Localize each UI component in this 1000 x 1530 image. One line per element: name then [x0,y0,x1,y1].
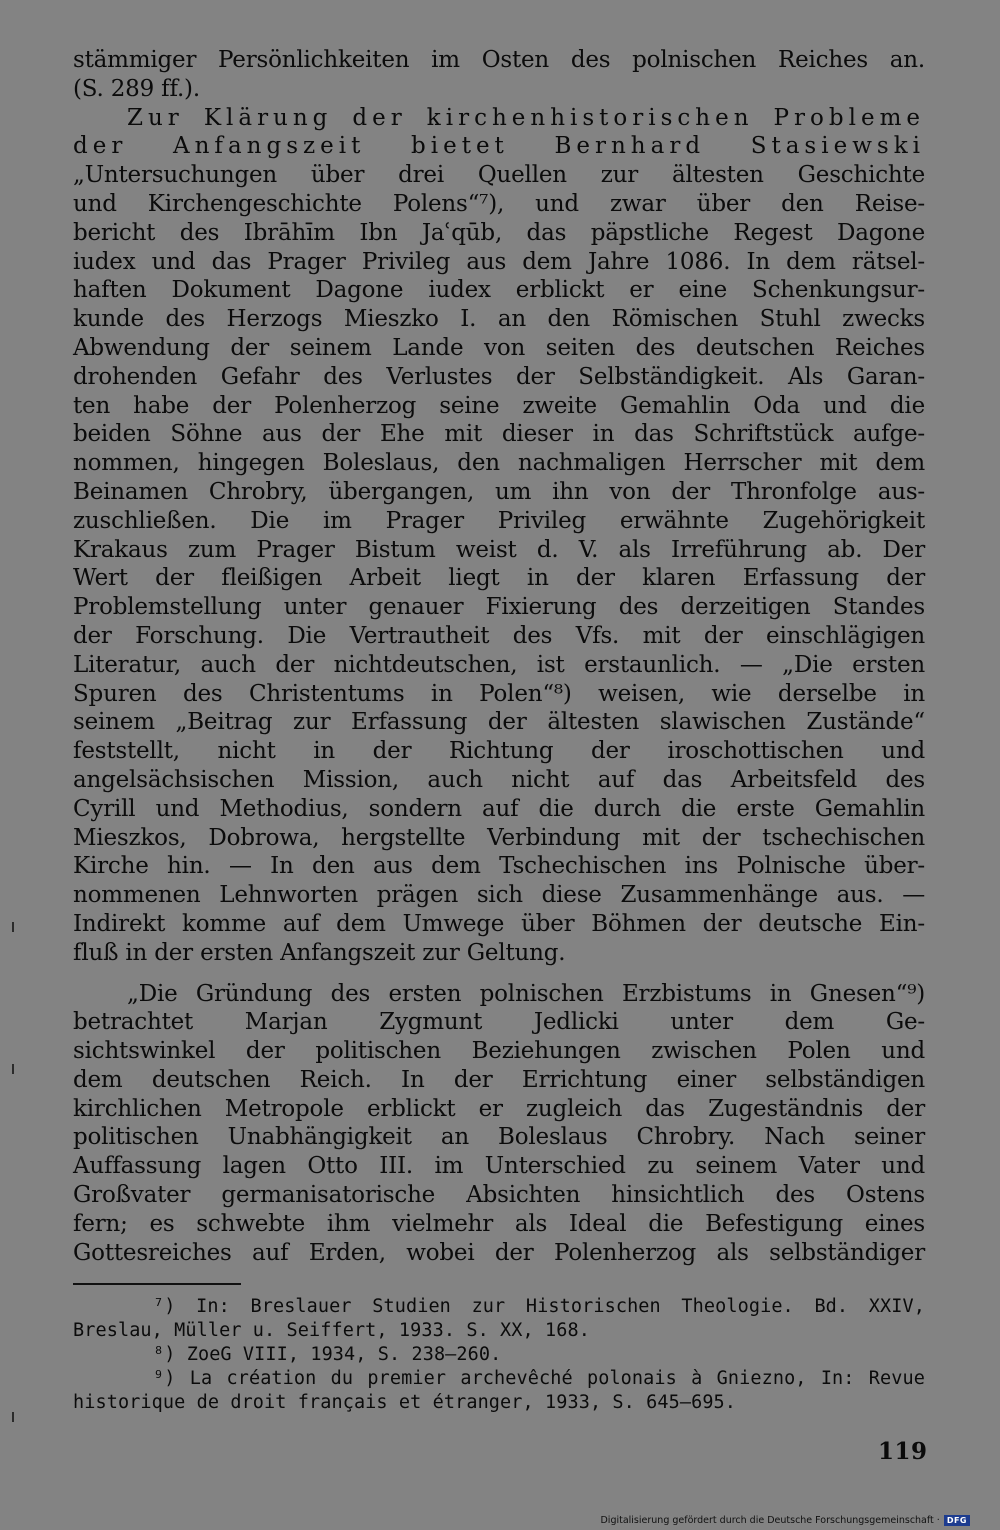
text-line: Beinamen Chrobry, übergangen, um ihn von der Thronfolge aus- [73,478,925,505]
scan-mark [12,1064,14,1074]
text-line: Krakaus zum Prager Bistum weist d. V. als Irreführung ab. Der [73,536,925,563]
dfg-logo[interactable]: DFG [944,1515,970,1526]
text-line: beiden Söhne aus der Ehe mit dieser in das Schriftstück aufge- [73,421,925,448]
text-line: betrachtet Marjan Zygmunt Jedlicki unter dem Ge- [73,1009,925,1036]
text-line: fern; es schwebte ihm vielmehr als Ideal die Befestigung eines [73,1210,925,1237]
text-line: Wert der fleißigen Arbeit liegt in der klaren Erfassung der [73,565,925,592]
text-line: Zur Klärung der kirchenhistorischen Probleme [127,104,925,131]
page-number: 119 [878,1438,928,1465]
text-line: kirchlichen Metropole erblickt er zugleich das Zugeständnis der [73,1095,925,1122]
footnotes [73,1295,925,1415]
footnote-line: Breslau, Müller u. Seiffert, 1933. S. XX, 168. [73,1320,590,1342]
text-line: nommen, hingegen Boleslaus, den nachmaligen Herrscher mit dem [73,450,925,477]
text-line: Spuren des Christentums in Polen“⁸) weisen, wie derselbe in [73,680,925,707]
footnote-line: ⁸) ZoeG VIII, 1934, S. 238—260. [153,1344,502,1366]
text-line: „Untersuchungen über drei Quellen zur ältesten Geschichte [73,162,925,189]
text-line: Indirekt komme auf dem Umwege über Böhmen der deutsche Ein- [73,910,925,937]
text-line: sichtswinkel der politischen Beziehungen zwischen Polen und [73,1038,925,1065]
text-line: dem deutschen Reich. In der Errichtung einer selbständigen [73,1066,925,1093]
footnote-line: ⁹) La création du premier archevêché polonais à Gniezno, In: Revue [153,1368,925,1390]
text-line: (S. 289 ff.). [73,75,200,102]
digitization-credit [600,1512,970,1528]
text-line: Kirche hin. — In den aus dem Tschechischen ins Polnische über- [73,853,925,880]
text-line: und Kirchengeschichte Polens“⁷), und zwar über den Reise- [73,190,925,217]
text-line: Cyrill und Methodius, sondern auf die durch die erste Gemahlin [73,795,925,822]
text-line: Auffassung lagen Otto III. im Unterschied zu seinem Vater und [73,1153,925,1180]
text-line: Mieszkos, Dobrowa, hergstellte Verbindung mit der tschechischen [73,824,925,851]
text-line: nommenen Lehnworten prägen sich diese Zusammenhänge aus. — [73,882,925,909]
text-line: zuschließen. Die im Prager Privileg erwähnte Zugehörigkeit [73,507,925,534]
text-line: bericht des Ibrāhīm Ibn Jaʿqūb, das päpstliche Regest Dagone [73,219,925,246]
footnote-line: ⁷) In: Breslauer Studien zur Historischen Theologie. Bd. XXIV, [153,1296,925,1318]
text-line: haften Dokument Dagone iudex erblickt er eine Schenkungsur- [73,277,925,304]
text-line: seinem „Beitrag zur Erfassung der ältesten slawischen Zustände“ [73,709,925,736]
text-line: drohenden Gefahr des Verlustes der Selbständigkeit. Als Garan- [73,363,925,390]
text-line: Literatur, auch der nichtdeutschen, ist erstaunlich. — „Die ersten [73,651,925,678]
scan-mark [12,922,14,932]
text-line: Gottesreiches auf Erden, wobei der Polenherzog als selbständiger [73,1239,925,1266]
paragraph-gap [73,968,925,980]
footnote-divider [73,1283,241,1285]
text-line: Abwendung der seinem Lande von seiten des deutschen Reiches [73,334,925,361]
text-line: kunde des Herzogs Mieszko I. an den Römischen Stuhl zwecks [73,306,925,333]
text-line: politischen Unabhängigkeit an Boleslaus Chrobry. Nach seiner [73,1124,925,1151]
text-line: der Forschung. Die Vertrautheit des Vfs. mit der einschlägigen [73,622,925,649]
text-line: angelsächsischen Mission, auch nicht auf das Arbeitsfeld des [73,766,925,793]
paragraph-2 [73,104,925,968]
scan-mark [12,1412,14,1422]
paragraph-3 [73,980,925,1268]
text-line: der Anfangszeit bietet Bernhard Stasiewski [73,133,925,160]
paragraph-1 [73,46,925,104]
page-body [73,46,925,1415]
text-line: Großvater germanisatorische Absichten hinsichtlich des Ostens [73,1182,925,1209]
text-line: fluß in der ersten Anfangszeit zur Geltung. [73,939,566,966]
text-line: feststellt, nicht in der Richtung der iroschottischen und [73,738,925,765]
credit-text: Digitalisierung gefördert durch die Deutsche Forschungsgemeinschaft · [600,1514,940,1526]
text-line: „Die Gründung des ersten polnischen Erzbistums in Gnesen“⁹) [127,980,925,1007]
text-line: Problemstellung unter genauer Fixierung des derzeitigen Standes [73,594,925,621]
footnote-line: historique de droit français et étranger, 1933, S. 645—695. [73,1392,737,1414]
text-line: ten habe der Polenherzog seine zweite Gemahlin Oda und die [73,392,925,419]
text-line: stämmiger Persönlichkeiten im Osten des polnischen Reiches an. [73,47,925,73]
text-line: iudex und das Prager Privileg aus dem Jahre 1086. In dem rätsel- [73,248,925,275]
